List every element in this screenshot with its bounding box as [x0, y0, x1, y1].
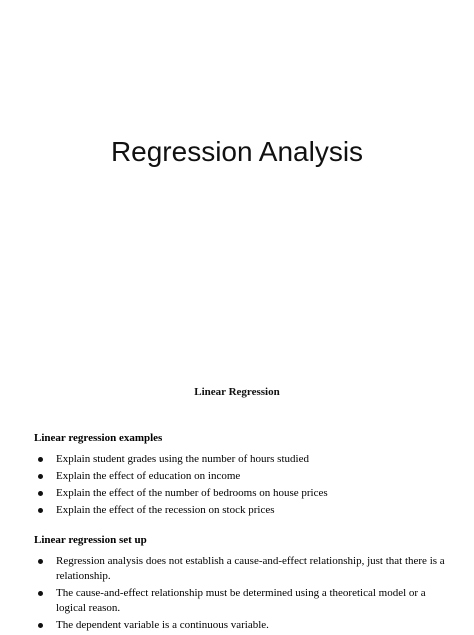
list-item — [34, 586, 454, 616]
list-item — [34, 503, 454, 518]
examples-list — [34, 452, 454, 520]
list-item — [34, 554, 454, 584]
bullet-icon — [38, 623, 43, 628]
bullet-icon — [38, 591, 43, 596]
section-heading-examples: Linear regression examples — [34, 432, 163, 444]
list-item-text: Explain the effect of the number of bedrooms on house prices — [56, 487, 328, 499]
document-page — [0, 385, 474, 399]
document-title: Linear Regression — [194, 386, 280, 398]
list-item-text: Regression analysis does not establish a cause-and-effect relationship, just that there is a relationship. — [56, 555, 445, 582]
bullet-icon — [38, 508, 43, 513]
list-item — [34, 618, 454, 633]
list-item — [34, 486, 454, 501]
list-item-text: Explain the effect of the recession on stock prices — [56, 504, 275, 516]
setup-list — [34, 554, 454, 635]
section-heading-setup: Linear regression set up — [34, 534, 147, 546]
list-item-text: Explain student grades using the number of hours studied — [56, 453, 309, 465]
list-item-text: The cause-and-effect relationship must be determined using a theoretical model or a logical reason. — [56, 587, 426, 614]
bullet-icon — [38, 457, 43, 462]
list-item — [34, 452, 454, 467]
bullet-icon — [38, 491, 43, 496]
slide-title: Regression Analysis — [110, 136, 364, 167]
list-item — [34, 469, 454, 484]
list-item-text: The dependent variable is a continuous variable. — [56, 619, 269, 631]
bullet-icon — [38, 474, 43, 479]
list-item-text: Explain the effect of education on income — [56, 470, 241, 482]
bullet-icon — [38, 559, 43, 564]
